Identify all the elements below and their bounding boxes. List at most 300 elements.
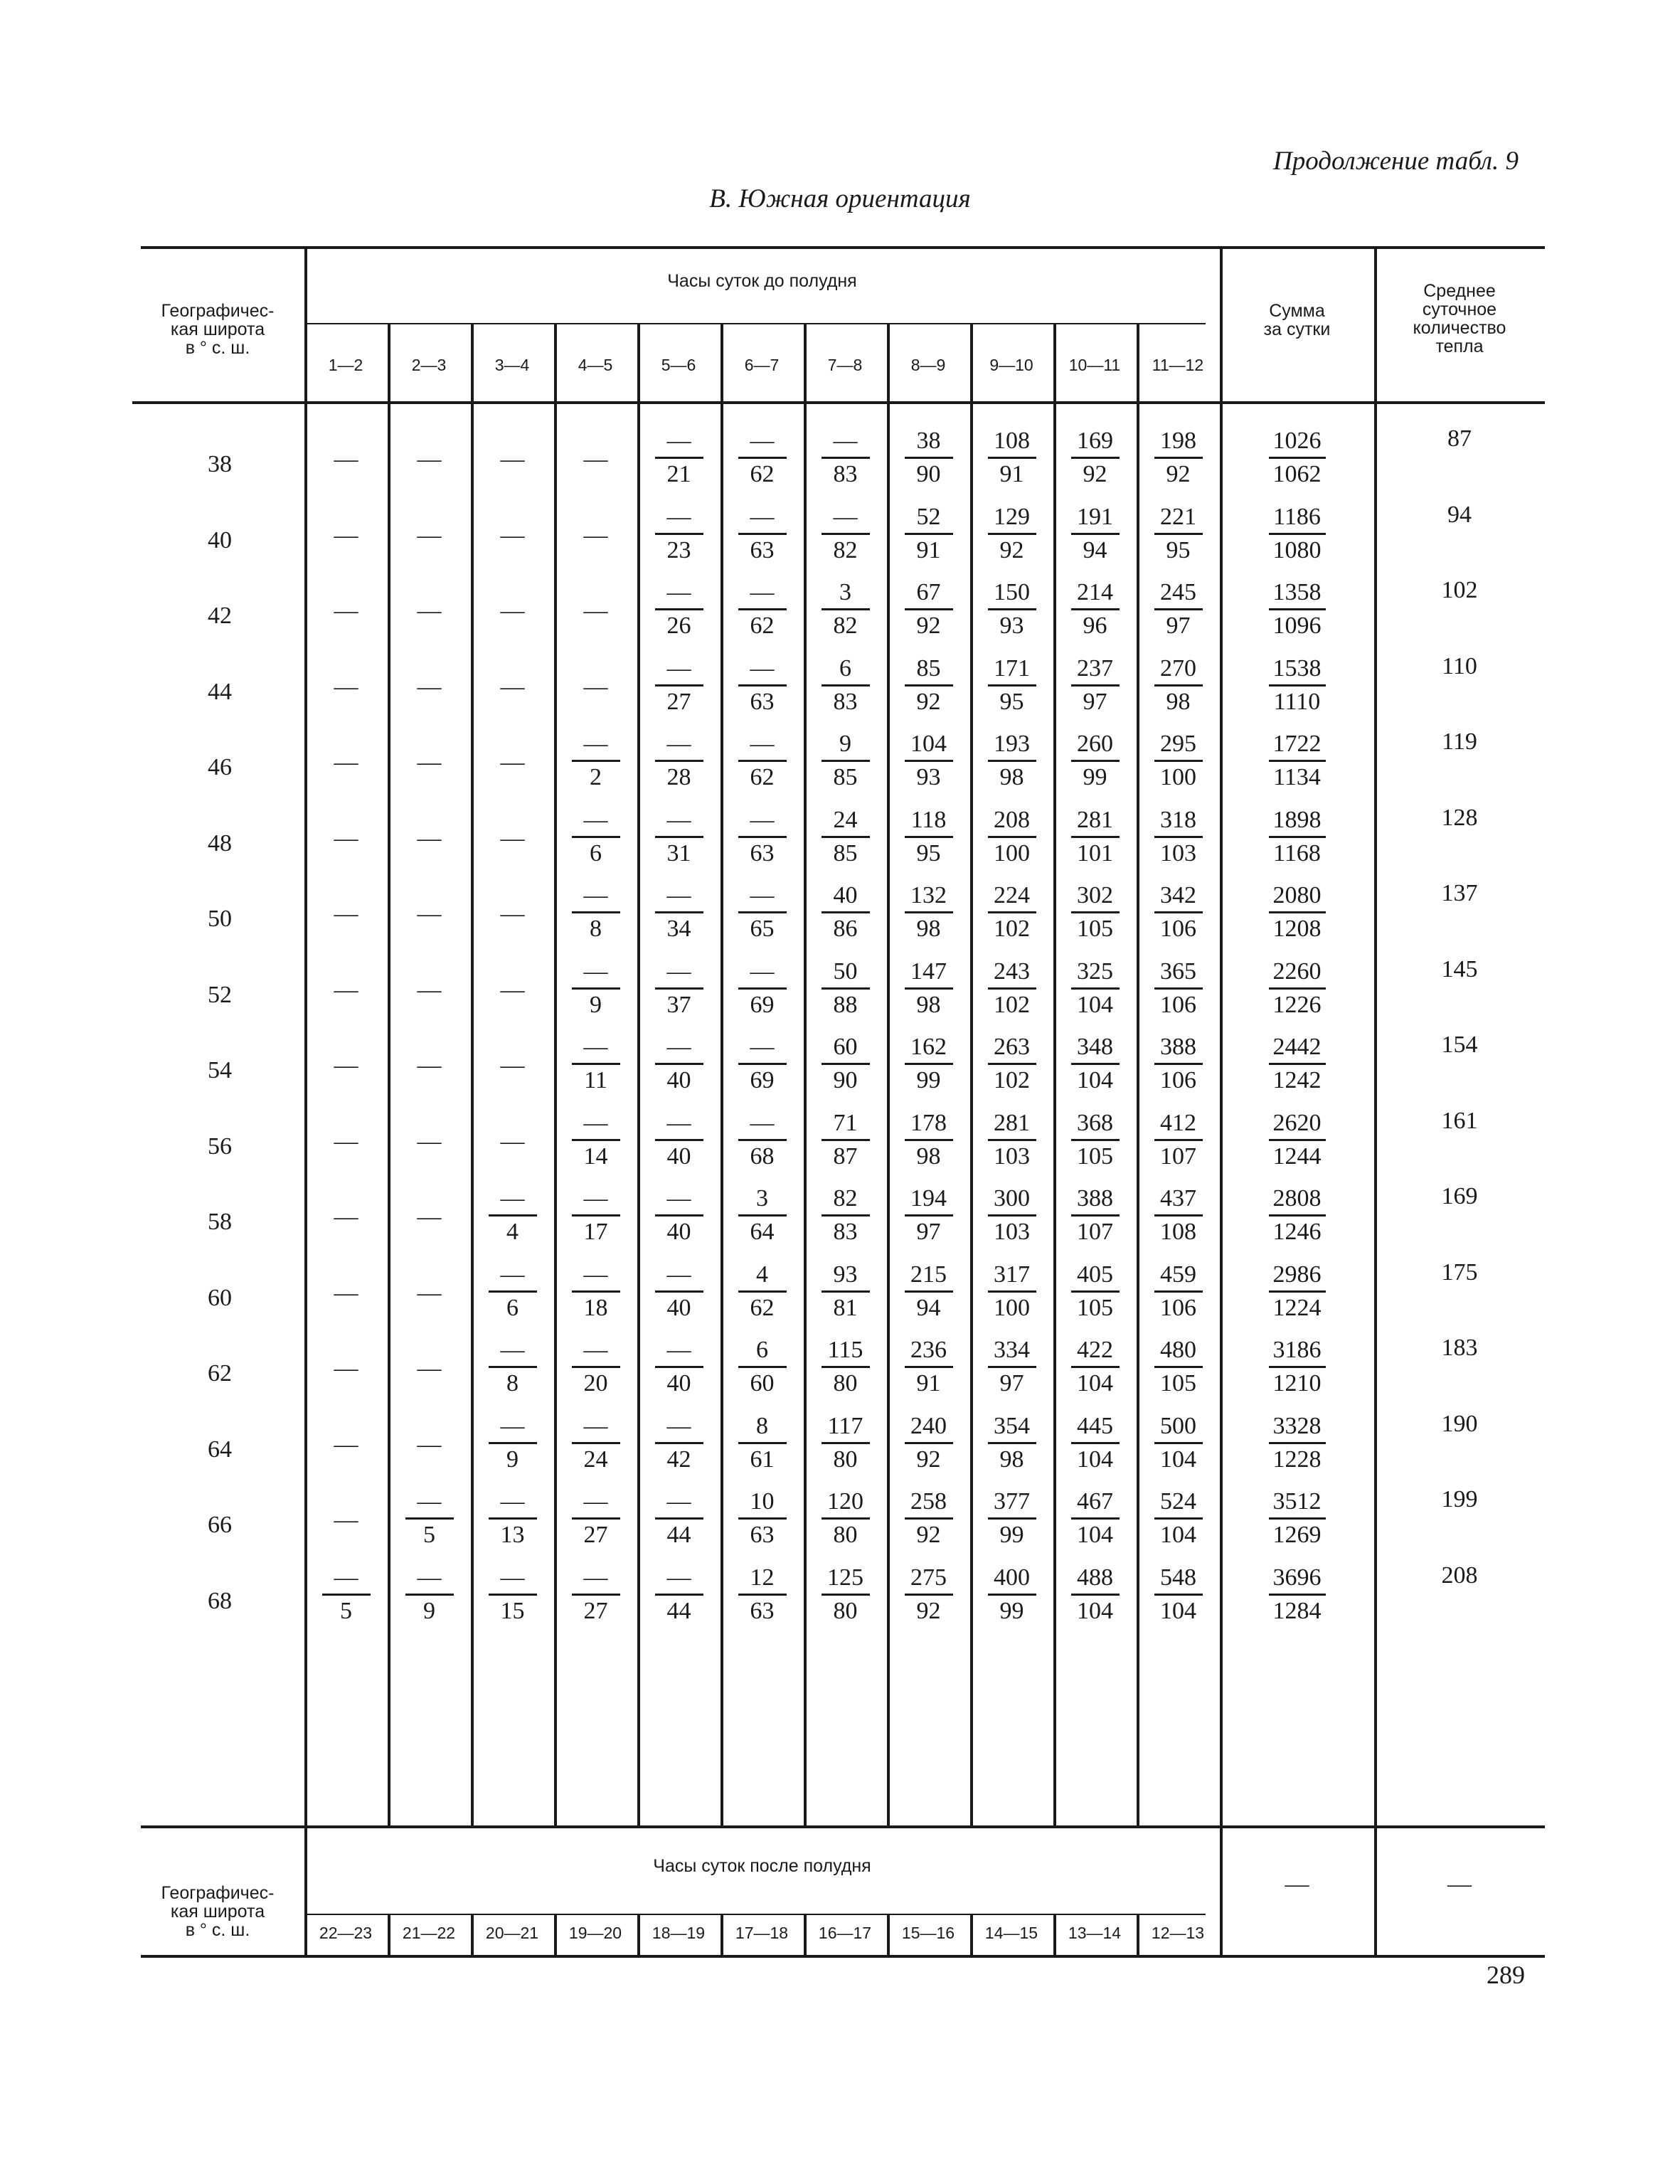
column-divider <box>887 404 890 1827</box>
cell-numerator: 500 <box>1160 1412 1196 1439</box>
cell-denominator: 98 <box>916 916 941 942</box>
cell-numerator: 40 <box>833 882 858 908</box>
column-divider <box>970 324 973 401</box>
cell-denominator: 91 <box>916 1370 941 1396</box>
cell-denominator: 92 <box>999 536 1024 563</box>
bottom-hours-group-rule <box>304 1914 1206 1915</box>
table-cell <box>314 577 378 642</box>
cell-denominator: 99 <box>999 1522 1024 1548</box>
table-cell <box>814 956 878 1021</box>
sum-denominator: 1284 <box>1272 1597 1322 1624</box>
table-cell <box>647 880 711 945</box>
cell-numerator: 348 <box>1077 1034 1113 1060</box>
table-cell <box>730 1108 794 1172</box>
table-cell <box>730 653 794 718</box>
table-cell <box>1147 653 1211 718</box>
cell-numerator: 317 <box>994 1261 1030 1288</box>
table-cell <box>564 1032 628 1096</box>
cell-numerator: — <box>750 579 775 605</box>
cell-numerator: — <box>500 1488 525 1515</box>
table-cell <box>314 653 378 718</box>
column-divider <box>1137 404 1139 1827</box>
cell-denominator: 80 <box>833 1597 858 1624</box>
cell-denominator: 24 <box>583 1446 608 1473</box>
avg-header-line: Среднее <box>1423 281 1496 301</box>
avg-value: 128 <box>1441 804 1478 831</box>
table-cell <box>314 880 378 945</box>
cell-numerator: 118 <box>910 806 947 833</box>
cell-numerator: — <box>334 976 358 1003</box>
cell-numerator: — <box>583 806 608 833</box>
cell-denominator: 17 <box>583 1219 608 1245</box>
hours-group-header: Часы суток до полудня <box>667 271 857 291</box>
cell-denominator: 27 <box>583 1522 608 1548</box>
cell-denominator: 106 <box>1160 991 1196 1018</box>
cell-denominator: 102 <box>994 991 1030 1018</box>
sum-cell <box>1258 1562 1336 1627</box>
cell-numerator: — <box>583 731 608 757</box>
sum-denominator: 1228 <box>1272 1446 1322 1473</box>
table-cell <box>564 1335 628 1399</box>
latitude-header-line: Географичес- <box>161 301 275 321</box>
cell-denominator: 104 <box>1160 1446 1196 1473</box>
table-cell <box>897 502 961 566</box>
cell-numerator: 388 <box>1160 1034 1196 1060</box>
table-cell <box>647 805 711 869</box>
column-divider <box>1374 404 1377 1827</box>
cell-numerator: — <box>334 1564 358 1591</box>
cell-numerator: — <box>666 882 691 908</box>
sum-numerator: 1358 <box>1272 579 1322 605</box>
hour-header: 5—6 <box>661 356 696 374</box>
column-divider <box>637 404 640 1827</box>
cell-denominator: 104 <box>1077 1522 1113 1548</box>
sum-numerator: 3186 <box>1272 1337 1322 1363</box>
sum-header-line: за сутки <box>1263 319 1331 339</box>
page-number: 289 <box>1487 1961 1525 1989</box>
latitude-value: 46 <box>208 754 232 780</box>
table-cell <box>481 1259 545 1324</box>
cell-denominator: 91 <box>916 536 941 563</box>
table-cell <box>647 1108 711 1172</box>
cell-denominator: 94 <box>1083 536 1107 563</box>
cell-numerator: — <box>334 1355 358 1382</box>
table-cell <box>814 728 878 793</box>
cell-numerator: — <box>334 749 358 775</box>
table-cell <box>1147 425 1211 490</box>
bottom-header-bottom-rule <box>141 1955 1545 1958</box>
cell-numerator: — <box>583 1261 608 1288</box>
cell-numerator: 412 <box>1160 1109 1196 1136</box>
table-cell <box>314 1486 378 1551</box>
sum-cell <box>1258 1183 1336 1248</box>
column-divider <box>554 404 557 1827</box>
cell-denominator: 28 <box>666 764 691 790</box>
cell-numerator: 147 <box>910 958 947 985</box>
sum-numerator: 2260 <box>1272 958 1322 985</box>
cell-denominator: 106 <box>1160 1294 1196 1321</box>
cell-denominator: 99 <box>999 1597 1024 1624</box>
cell-numerator: 9 <box>839 731 851 757</box>
cell-numerator: — <box>417 446 442 472</box>
section-title: В. Южная ориентация <box>709 184 971 213</box>
sum-denominator: 1208 <box>1272 916 1322 942</box>
cell-denominator: 103 <box>1160 839 1196 866</box>
table-cell <box>980 1108 1044 1172</box>
table-cell <box>647 1335 711 1399</box>
sum-numerator: 1538 <box>1272 654 1322 682</box>
hour-header: 9—10 <box>989 356 1033 374</box>
cell-numerator: — <box>334 521 358 548</box>
latitude-header <box>139 302 296 357</box>
cell-denominator: 60 <box>750 1370 775 1396</box>
cell-numerator: — <box>583 1034 608 1060</box>
table-cell <box>398 880 462 945</box>
hour-header: 7—8 <box>827 356 863 374</box>
table-cell <box>1147 728 1211 793</box>
cell-numerator: 52 <box>916 503 941 530</box>
table-cell <box>564 653 628 718</box>
column-divider <box>1053 324 1056 401</box>
cell-denominator: 63 <box>750 1522 775 1548</box>
cell-denominator: 87 <box>833 1143 858 1170</box>
table-cell <box>897 1183 961 1248</box>
cell-numerator: 237 <box>1077 654 1113 682</box>
cell-denominator: 102 <box>994 1067 1030 1093</box>
cell-denominator: 104 <box>1160 1597 1196 1624</box>
cell-numerator: — <box>750 1034 775 1060</box>
table-cell <box>314 1259 378 1324</box>
cell-numerator: — <box>500 521 525 548</box>
cell-numerator: — <box>500 1185 525 1212</box>
cell-numerator: — <box>666 731 691 757</box>
cell-numerator: 67 <box>916 579 941 605</box>
cell-numerator: — <box>666 503 691 530</box>
latitude-header-line: в ° с. ш. <box>185 338 250 358</box>
cell-numerator: — <box>500 1412 525 1439</box>
table-cell <box>564 1562 628 1627</box>
cell-numerator: 194 <box>910 1185 947 1212</box>
table-cell <box>730 1183 794 1248</box>
column-divider <box>1220 249 1223 401</box>
cell-denominator: 69 <box>750 991 775 1018</box>
hour-header: 2—3 <box>411 356 447 374</box>
cell-numerator: — <box>666 1564 691 1591</box>
table-cell <box>481 577 545 642</box>
cell-denominator: 95 <box>916 839 941 866</box>
table-cell <box>730 880 794 945</box>
cell-numerator: — <box>666 1261 691 1288</box>
table-cell <box>1063 425 1127 490</box>
cell-denominator: 65 <box>750 916 775 942</box>
hour-header: 3—4 <box>494 356 530 374</box>
hour-header: 18—19 <box>652 1924 706 1942</box>
cell-numerator: 10 <box>750 1488 775 1515</box>
avg-value: 183 <box>1441 1335 1478 1361</box>
cell-numerator: — <box>417 1564 442 1591</box>
avg-value: 154 <box>1441 1032 1478 1058</box>
cell-denominator: 85 <box>833 764 858 790</box>
cell-numerator: — <box>334 1507 358 1533</box>
cell-numerator: — <box>417 1488 442 1515</box>
cell-numerator: — <box>583 958 608 985</box>
cell-denominator: 34 <box>666 916 691 942</box>
cell-numerator: 221 <box>1160 503 1196 530</box>
cell-numerator: — <box>500 1337 525 1363</box>
cell-denominator: 98 <box>999 764 1024 790</box>
sum-numerator: 2808 <box>1272 1185 1322 1212</box>
latitude-value: 52 <box>208 981 232 1008</box>
cell-numerator: — <box>833 503 858 530</box>
table-cell <box>814 805 878 869</box>
cell-numerator: 400 <box>994 1564 1030 1591</box>
avg-value: 190 <box>1441 1410 1478 1437</box>
cell-numerator: — <box>666 1488 691 1515</box>
table-cell <box>897 880 961 945</box>
column-divider <box>804 324 807 401</box>
cell-denominator: 98 <box>999 1446 1024 1473</box>
cell-denominator: 5 <box>423 1522 435 1548</box>
table-cell <box>1147 1032 1211 1096</box>
cell-numerator: 263 <box>994 1034 1030 1060</box>
cell-numerator: 129 <box>994 503 1030 530</box>
hours-group-rule <box>304 323 1206 324</box>
table-cell <box>814 1183 878 1248</box>
cell-denominator: 21 <box>666 461 691 487</box>
latitude-value: 66 <box>208 1512 232 1538</box>
avg-value: 110 <box>1442 652 1477 679</box>
cell-numerator: — <box>334 1431 358 1458</box>
sum-denominator: 1246 <box>1272 1219 1322 1245</box>
cell-denominator: 83 <box>833 1219 858 1245</box>
hour-header: 6—7 <box>744 356 780 374</box>
table-cell <box>1147 1259 1211 1324</box>
sum-numerator: 2080 <box>1272 882 1322 908</box>
table-cell <box>314 1183 378 1248</box>
cell-numerator: — <box>666 428 691 454</box>
column-divider <box>637 324 640 401</box>
cell-numerator: 342 <box>1160 882 1196 908</box>
cell-denominator: 40 <box>666 1143 691 1170</box>
table-cell <box>980 805 1044 869</box>
cell-numerator: — <box>583 1564 608 1591</box>
table-cell <box>730 425 794 490</box>
cell-numerator: — <box>334 598 358 624</box>
cell-numerator: 193 <box>994 731 1030 757</box>
table-cell <box>980 1259 1044 1324</box>
cell-numerator: — <box>417 1279 442 1306</box>
table-cell <box>980 1486 1044 1551</box>
sum-numerator: 3328 <box>1272 1412 1322 1439</box>
table-cell <box>730 1562 794 1627</box>
cell-numerator: 422 <box>1077 1337 1113 1363</box>
sum-denominator: 1226 <box>1272 991 1322 1018</box>
table-cell <box>980 425 1044 490</box>
cell-denominator: 92 <box>916 1522 941 1548</box>
hour-header: 21—22 <box>402 1924 456 1942</box>
table-cell <box>897 577 961 642</box>
avg-value: 161 <box>1441 1107 1478 1134</box>
sum-cell <box>1258 805 1336 869</box>
cell-denominator: 90 <box>833 1067 858 1093</box>
table-cell <box>1063 577 1127 642</box>
hour-header: 16—17 <box>818 1924 872 1942</box>
cell-denominator: 102 <box>994 916 1030 942</box>
cell-denominator: 97 <box>1083 688 1107 715</box>
table-cell <box>398 1335 462 1399</box>
cell-numerator: — <box>750 882 775 908</box>
cell-denominator: 98 <box>1166 688 1191 715</box>
cell-denominator: 80 <box>833 1446 858 1473</box>
cell-numerator: — <box>666 958 691 985</box>
table-cell <box>980 728 1044 793</box>
avg-value: 102 <box>1441 577 1478 603</box>
cell-denominator: 8 <box>590 916 602 942</box>
cell-numerator: 354 <box>994 1412 1030 1439</box>
cell-numerator: 548 <box>1160 1564 1196 1591</box>
avg-value: 199 <box>1441 1486 1478 1512</box>
latitude-value: 62 <box>208 1360 232 1387</box>
cell-numerator: 104 <box>910 731 947 757</box>
cell-denominator: 80 <box>833 1370 858 1396</box>
cell-numerator: 6 <box>839 654 851 682</box>
table-cell <box>1147 1108 1211 1172</box>
table-cell <box>730 1259 794 1324</box>
table-cell <box>481 728 545 793</box>
table-cell <box>314 1108 378 1172</box>
hour-header: 15—16 <box>901 1924 955 1942</box>
avg-header-line: количество <box>1413 318 1506 338</box>
bottom-sum-value: — <box>1285 1871 1309 1897</box>
table-cell <box>398 1032 462 1096</box>
sum-denominator: 1110 <box>1273 688 1321 715</box>
cell-denominator: 62 <box>750 1294 775 1321</box>
table-cell <box>897 425 961 490</box>
table-cell <box>1063 1183 1127 1248</box>
column-divider <box>471 324 474 401</box>
cell-denominator: 97 <box>916 1219 941 1245</box>
latitude-value: 38 <box>208 451 232 477</box>
cell-numerator: 198 <box>1160 428 1196 454</box>
sum-denominator: 1210 <box>1272 1370 1322 1396</box>
sum-denominator: 1244 <box>1272 1143 1322 1170</box>
sum-denominator: 1269 <box>1272 1522 1322 1548</box>
cell-denominator: 40 <box>666 1067 691 1093</box>
table-cell <box>730 1411 794 1475</box>
bottom-header-top-rule <box>141 1825 1545 1828</box>
cell-denominator: 95 <box>999 688 1024 715</box>
hour-header: 4—5 <box>578 356 613 374</box>
cell-numerator: — <box>583 882 608 908</box>
table-cell <box>314 425 378 490</box>
table-cell <box>1147 805 1211 869</box>
cell-numerator: 480 <box>1160 1337 1196 1363</box>
column-divider <box>1053 404 1056 1827</box>
table-cell <box>980 502 1044 566</box>
cell-numerator: 71 <box>833 1109 858 1136</box>
cell-numerator: — <box>500 673 525 700</box>
table-cell <box>481 502 545 566</box>
cell-denominator: 98 <box>916 1143 941 1170</box>
column-divider <box>721 404 723 1827</box>
sum-numerator: 1898 <box>1272 806 1322 833</box>
cell-denominator: 97 <box>999 1370 1024 1396</box>
sum-cell <box>1258 956 1336 1021</box>
cell-denominator: 100 <box>1160 764 1196 790</box>
cell-numerator: 214 <box>1077 579 1113 605</box>
cell-denominator: 68 <box>750 1143 775 1170</box>
sum-cell <box>1258 1259 1336 1324</box>
cell-denominator: 95 <box>1166 536 1191 563</box>
cell-denominator: 9 <box>590 991 602 1018</box>
cell-denominator: 13 <box>500 1522 525 1548</box>
table-cell <box>1063 805 1127 869</box>
cell-numerator: 270 <box>1160 654 1196 682</box>
cell-numerator: 208 <box>994 806 1030 833</box>
sum-cell <box>1258 728 1336 793</box>
cell-denominator: 86 <box>833 916 858 942</box>
cell-numerator: — <box>417 1204 442 1230</box>
sum-cell <box>1258 425 1336 490</box>
column-divider <box>1220 1828 1223 1955</box>
table-cell <box>980 880 1044 945</box>
cell-denominator: 2 <box>590 764 602 790</box>
cell-numerator: — <box>666 1412 691 1439</box>
cell-denominator: 27 <box>666 688 691 715</box>
table-cell <box>1063 653 1127 718</box>
cell-numerator: 236 <box>910 1337 947 1363</box>
cell-numerator: 120 <box>827 1488 863 1515</box>
cell-numerator: 325 <box>1077 958 1113 985</box>
hour-header: 20—21 <box>485 1924 539 1942</box>
cell-denominator: 99 <box>916 1067 941 1093</box>
latitude-header-line: Географичес- <box>161 1883 275 1903</box>
cell-denominator: 44 <box>666 1522 691 1548</box>
cell-numerator: — <box>417 673 442 700</box>
cell-denominator: 103 <box>994 1219 1030 1245</box>
table-cell <box>897 1259 961 1324</box>
cell-numerator: 302 <box>1077 882 1113 908</box>
cell-numerator: — <box>500 976 525 1003</box>
table-cell <box>730 728 794 793</box>
cell-numerator: 162 <box>910 1034 947 1060</box>
cell-numerator: — <box>417 598 442 624</box>
cell-numerator: — <box>750 654 775 682</box>
table-cell <box>314 1335 378 1399</box>
table-cell <box>647 956 711 1021</box>
cell-denominator: 80 <box>833 1522 858 1548</box>
table-cell <box>564 880 628 945</box>
cell-denominator: 37 <box>666 991 691 1018</box>
cell-denominator: 91 <box>999 461 1024 487</box>
cell-numerator: 24 <box>833 806 858 833</box>
table-cell <box>1147 1335 1211 1399</box>
cell-denominator: 81 <box>833 1294 858 1321</box>
cell-numerator: — <box>666 1337 691 1363</box>
table-cell <box>398 1259 462 1324</box>
table-cell <box>980 1335 1044 1399</box>
sum-numerator: 1026 <box>1272 428 1322 454</box>
cell-numerator: 281 <box>1077 806 1113 833</box>
table-cell <box>314 1411 378 1475</box>
table-cell <box>398 1486 462 1551</box>
column-divider <box>554 324 557 401</box>
cell-denominator: 26 <box>666 613 691 639</box>
cell-numerator: 488 <box>1077 1564 1113 1591</box>
cell-denominator: 4 <box>506 1219 519 1245</box>
cell-denominator: 5 <box>340 1597 352 1624</box>
cell-numerator: — <box>583 1412 608 1439</box>
